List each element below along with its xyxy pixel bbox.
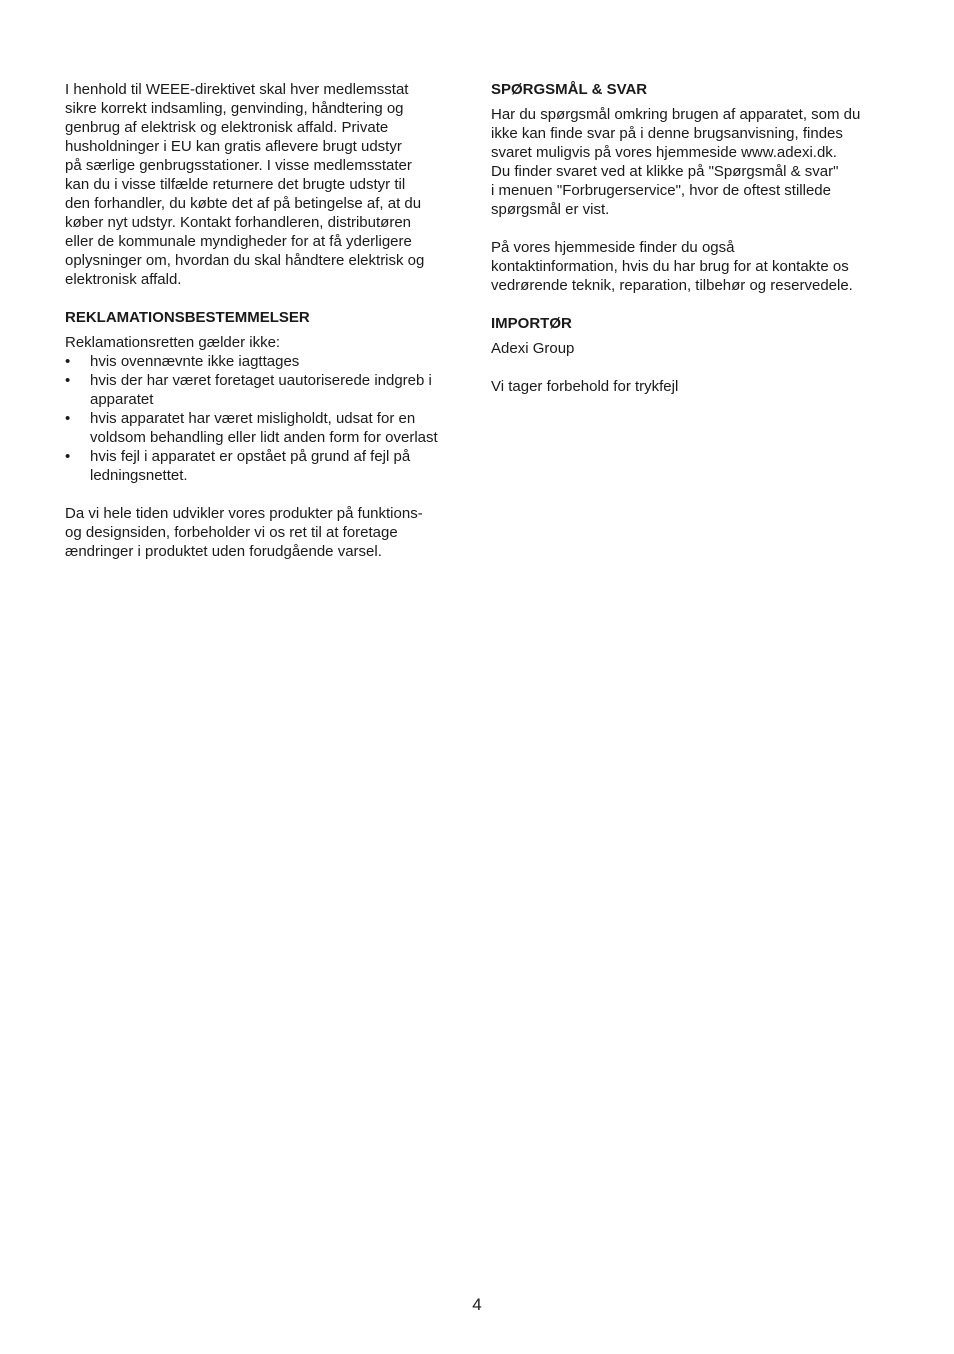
text-line: kan du i visse tilfælde returnere det brugte udstyr til xyxy=(65,176,406,193)
text-line: husholdninger i EU kan gratis aflevere brugt udstyr xyxy=(65,138,402,155)
list-item xyxy=(65,409,467,447)
closing-paragraph xyxy=(65,504,467,561)
bullet-icon: • xyxy=(65,353,71,370)
text-line: ikke kan finde svar på i denne brugsanvisning, findes xyxy=(491,125,843,142)
importer-name: Adexi Group xyxy=(491,340,575,357)
faq-heading: SPØRGSMÅL & SVAR xyxy=(491,81,648,98)
text-line: hvis fejl i apparatet er opstået på grund af fejl på xyxy=(90,448,411,465)
disclaimer-text: Vi tager forbehold for trykfejl xyxy=(491,378,679,395)
text-line: genbrug af elektrisk og elektronisk affald. Private xyxy=(65,119,389,136)
text-line: På vores hjemmeside finder du også xyxy=(491,239,735,256)
text-line: i menuen "Forbrugerservice", hvor de oftest stillede xyxy=(491,182,831,199)
text-line: og designsiden, forbeholder vi os ret til at foretage xyxy=(65,524,398,541)
list-item xyxy=(65,447,467,485)
spacer xyxy=(65,289,467,308)
text-line: apparatet xyxy=(90,391,154,408)
bullet-icon: • xyxy=(65,372,71,389)
importer-heading: IMPORTØR xyxy=(491,315,572,332)
text-line: Har du spørgsmål omkring brugen af apparatet, som du xyxy=(491,106,861,123)
text-line: hvis apparatet har været misligholdt, udsat for en xyxy=(90,410,416,427)
text-line: på særlige genbrugsstationer. I visse medlemsstater xyxy=(65,157,412,174)
spacer xyxy=(491,358,891,377)
warranty-heading: REKLAMATIONSBESTEMMELSER xyxy=(65,309,310,326)
text-line: svaret muligvis på vores hjemmeside www.adexi.dk. xyxy=(491,144,837,161)
text-line: spørgsmål er vist. xyxy=(491,201,610,218)
faq-paragraph xyxy=(491,105,891,219)
text-line: ledningsnettet. xyxy=(90,467,188,484)
weee-paragraph xyxy=(65,80,467,289)
spacer xyxy=(65,485,467,504)
text-line: voldsom behandling eller lidt anden form for overlast xyxy=(90,429,438,446)
right-column xyxy=(491,80,891,396)
warranty-intro: Reklamationsretten gælder ikke: xyxy=(65,334,281,351)
list-item xyxy=(65,352,467,371)
text-line: den forhandler, du købte det af på betingelse af, at du xyxy=(65,195,422,212)
text-line: ændringer i produktet uden forudgående varsel. xyxy=(65,543,382,560)
warranty-list xyxy=(65,352,467,485)
text-line: I henhold til WEEE-direktivet skal hver medlemsstat xyxy=(65,81,409,98)
text-line: oplysninger om, hvordan du skal håndtere elektrisk og xyxy=(65,252,425,269)
text-line: køber nyt udstyr. Kontakt forhandleren, distributøren xyxy=(65,214,412,231)
text-line: kontaktinformation, hvis du har brug for at kontakte os xyxy=(491,258,849,275)
spacer xyxy=(491,219,891,238)
text-line: eller de kommunale myndigheder for at få yderligere xyxy=(65,233,412,250)
page-number: 4 xyxy=(472,1295,482,1314)
text-line: Du finder svaret ved at klikke på "Spørgsmål & svar" xyxy=(491,163,839,180)
list-item xyxy=(65,371,467,409)
text-line: hvis ovennævnte ikke iagttages xyxy=(90,353,300,370)
bullet-icon: • xyxy=(65,410,71,427)
text-line: elektronisk affald. xyxy=(65,271,182,288)
text-line: Da vi hele tiden udvikler vores produkter på funktions- xyxy=(65,505,423,522)
spacer xyxy=(491,295,891,314)
contact-paragraph xyxy=(491,238,891,295)
left-column xyxy=(65,80,467,561)
text-line: hvis der har været foretaget uautoriserede indgreb i xyxy=(90,372,432,389)
text-line: vedrørende teknik, reparation, tilbehør og reservedele. xyxy=(491,277,853,294)
bullet-icon: • xyxy=(65,448,71,465)
text-line: sikre korrekt indsamling, genvinding, håndtering og xyxy=(65,100,404,117)
